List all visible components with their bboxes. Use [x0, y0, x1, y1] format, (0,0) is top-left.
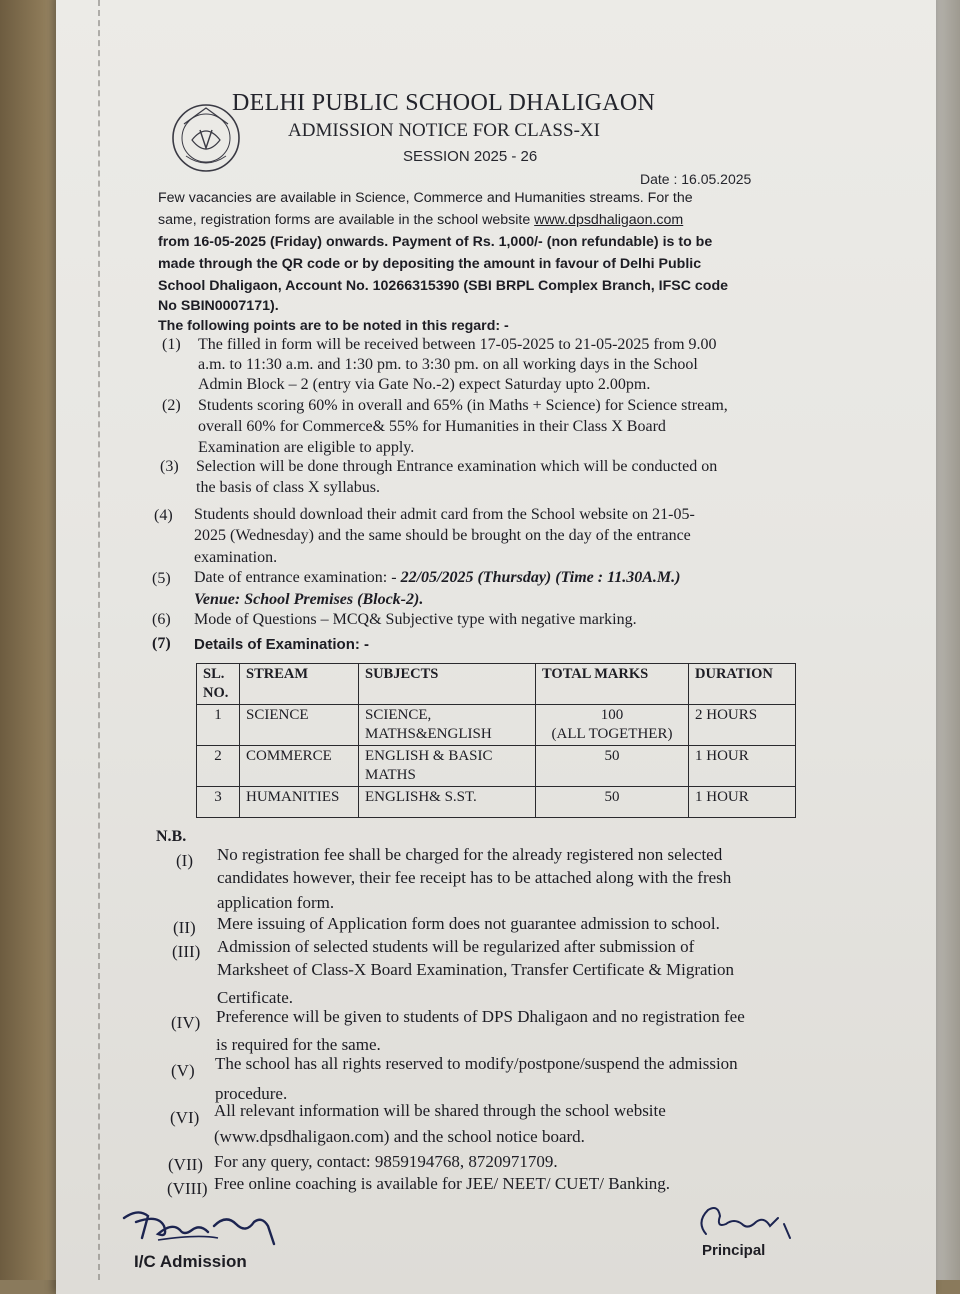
table-header: TOTAL MARKS — [536, 664, 689, 705]
intro-line-5: School Dhaligaon, Account No. 10266315390 (SBI BRPL Complex Branch, IFSC code — [158, 278, 729, 294]
exam-details-table — [196, 663, 796, 818]
exam-date-label: Date of entrance examination: - — [194, 569, 401, 586]
table-cell-stream: SCIENCE — [240, 705, 359, 746]
school-name: DELHI PUBLIC SCHOOL DHALIGAON — [232, 90, 656, 116]
intro-line-1: Few vacancies are available in Science, Commerce and Humanities streams. For the — [158, 190, 693, 206]
point-number: (2) — [162, 397, 181, 414]
nb-number: (V) — [171, 1061, 195, 1080]
point-text: a.m. to 11:30 a.m. and 1:30 pm. to 3:30 pm. on all working days in the School — [198, 356, 698, 373]
point-text: examination. — [194, 549, 278, 566]
session-label: SESSION 2025 - 26 — [403, 148, 538, 165]
point-text: Students scoring 60% in overall and 65% (in Maths + Science) for Science stream, — [198, 397, 728, 414]
table-cell-marks: 50 — [536, 746, 689, 787]
point-number: (3) — [160, 458, 179, 475]
intro-line-7: The following points are to be noted in this regard: - — [158, 318, 509, 334]
nb-number: (VIII) — [167, 1179, 208, 1198]
point-text: The filled in form will be received between 17-05-2025 to 21-05-2025 from 9.00 — [198, 336, 717, 353]
table-cell-stream: HUMANITIES — [240, 787, 359, 818]
exam-date-value: 22/05/2025 (Thursday) (Time : 11.30A.M.) — [400, 569, 681, 586]
table-cell-duration: 2 HOURS — [689, 705, 796, 746]
table-cell-marks: 50 — [536, 787, 689, 818]
point-text: overall 60% for Commerce& 55% for Humanities in their Class X Board — [198, 418, 666, 435]
table-cell-subjects: ENGLISH& S.ST. — [359, 787, 536, 818]
intro-text-bold: 16-05-2025 (Friday) onwards. Payment of Rs. 1,000/- (non refundable) is to be — [193, 234, 713, 250]
table-cell-marks — [536, 705, 689, 746]
nb-text: Preference will be given to students of DPS Dhaligaon and no registration fee — [216, 1007, 745, 1026]
table-header: STREAM — [240, 664, 359, 705]
nb-text: For any query, contact: 9859194768, 8720971709. — [214, 1152, 558, 1171]
nb-text: Admission of selected students will be regularized after submission of — [217, 937, 695, 956]
nb-number: (IV) — [171, 1013, 201, 1032]
table-header: SL. NO. — [197, 664, 240, 705]
table-cell-stream: COMMERCE — [240, 746, 359, 787]
nb-text: The school has all rights reserved to modify/postpone/suspend the admission — [215, 1054, 738, 1073]
point-text: Examination are eligible to apply. — [198, 439, 415, 456]
point-number: (4) — [154, 507, 173, 524]
nb-number: (I) — [176, 851, 193, 870]
intro-text: same, registration forms are available in the school website — [158, 212, 535, 228]
nb-text: Marksheet of Class-X Board Examination, Transfer Certificate & Migration — [217, 960, 734, 979]
point-number: (5) — [152, 570, 171, 587]
intro-text: from — [158, 234, 194, 250]
table-cell-sl: 2 — [197, 746, 240, 787]
nb-number: (II) — [173, 918, 196, 937]
handwritten-signature-icon — [118, 1204, 288, 1248]
point-text: 2025 (Wednesday) and the same should be brought on the day of the entrance — [194, 527, 691, 544]
exam-venue: Venue: School Premises (Block-2). — [194, 591, 424, 608]
paper-margin-perforation — [98, 0, 102, 1280]
table-row — [197, 746, 796, 787]
notice-title: ADMISSION NOTICE FOR CLASS-XI — [288, 120, 600, 141]
table-cell-sl: 1 — [197, 705, 240, 746]
principal-signature-block — [686, 1198, 796, 1259]
table-cell-duration: 1 HOUR — [689, 787, 796, 818]
point-text: Students should download their admit card from the School website on 21-05- — [194, 506, 695, 523]
marks-value: 100 — [600, 707, 624, 723]
nb-title: N.B. — [156, 828, 187, 845]
table-cell-subjects: SCIENCE, MATHS&ENGLISH — [359, 705, 536, 746]
intro-line-4: made through the QR code or by depositing the amount in favour of Delhi Public — [158, 256, 702, 272]
admission-signature-block — [118, 1204, 288, 1271]
table-header-row — [197, 664, 796, 705]
point-number: (1) — [162, 336, 181, 353]
table-row — [197, 705, 796, 746]
point-text — [194, 569, 680, 587]
point-text: Selection will be done through Entrance examination which will be conducted on — [196, 458, 718, 475]
point-text: Admin Block – 2 (entry via Gate No.-2) expect Saturday upto 2.00pm. — [198, 376, 651, 393]
website-link[interactable]: www.dpsdhaligaon.com — [534, 212, 684, 228]
intro-line-2 — [158, 210, 683, 232]
nb-text: (www.dpsdhaligaon.com) and the school notice board. — [214, 1127, 585, 1146]
point-text: the basis of class X syllabus. — [196, 479, 380, 496]
notice-date: Date : 16.05.2025 — [640, 171, 752, 187]
admission-label: I/C Admission — [134, 1252, 247, 1271]
table-header: SUBJECTS — [359, 664, 536, 705]
table-row — [197, 787, 796, 818]
nb-text: No registration fee shall be charged for the already registered non selected — [217, 845, 723, 864]
nb-text: All relevant information will be shared through the school website — [214, 1101, 666, 1120]
nb-text: Free online coaching is available for JEE/ NEET/ CUET/ Banking. — [214, 1174, 671, 1193]
handwritten-signature-icon — [686, 1198, 796, 1242]
nb-text: candidates however, their fee receipt has to be attached along with the fresh — [217, 868, 732, 887]
point-number: (7) — [152, 635, 171, 652]
table-cell-sl: 3 — [197, 787, 240, 818]
point-text: Mode of Questions – MCQ& Subjective type with negative marking. — [194, 611, 637, 628]
point-number: (6) — [152, 611, 171, 628]
nb-number: (III) — [172, 942, 201, 961]
point-text: Details of Examination: - — [194, 636, 370, 653]
intro-line-3 — [158, 232, 712, 254]
nb-text: is required for the same. — [216, 1035, 381, 1054]
nb-number: (VI) — [170, 1108, 200, 1127]
nb-text: Certificate. — [217, 988, 293, 1007]
table-cell-subjects: ENGLISH & BASIC MATHS — [359, 746, 536, 787]
intro-line-6: No SBIN0007171). — [158, 298, 279, 314]
table-header: DURATION — [689, 664, 796, 705]
table-cell-duration: 1 HOUR — [689, 746, 796, 787]
nb-number: (VII) — [168, 1155, 203, 1174]
nb-text: Mere issuing of Application form does not guarantee admission to school. — [217, 914, 720, 933]
nb-text: application form. — [217, 893, 335, 912]
desk-background — [0, 0, 60, 1280]
marks-note: (ALL TOGETHER) — [551, 726, 673, 742]
principal-label: Principal — [702, 1242, 766, 1259]
nb-text: procedure. — [215, 1084, 288, 1103]
